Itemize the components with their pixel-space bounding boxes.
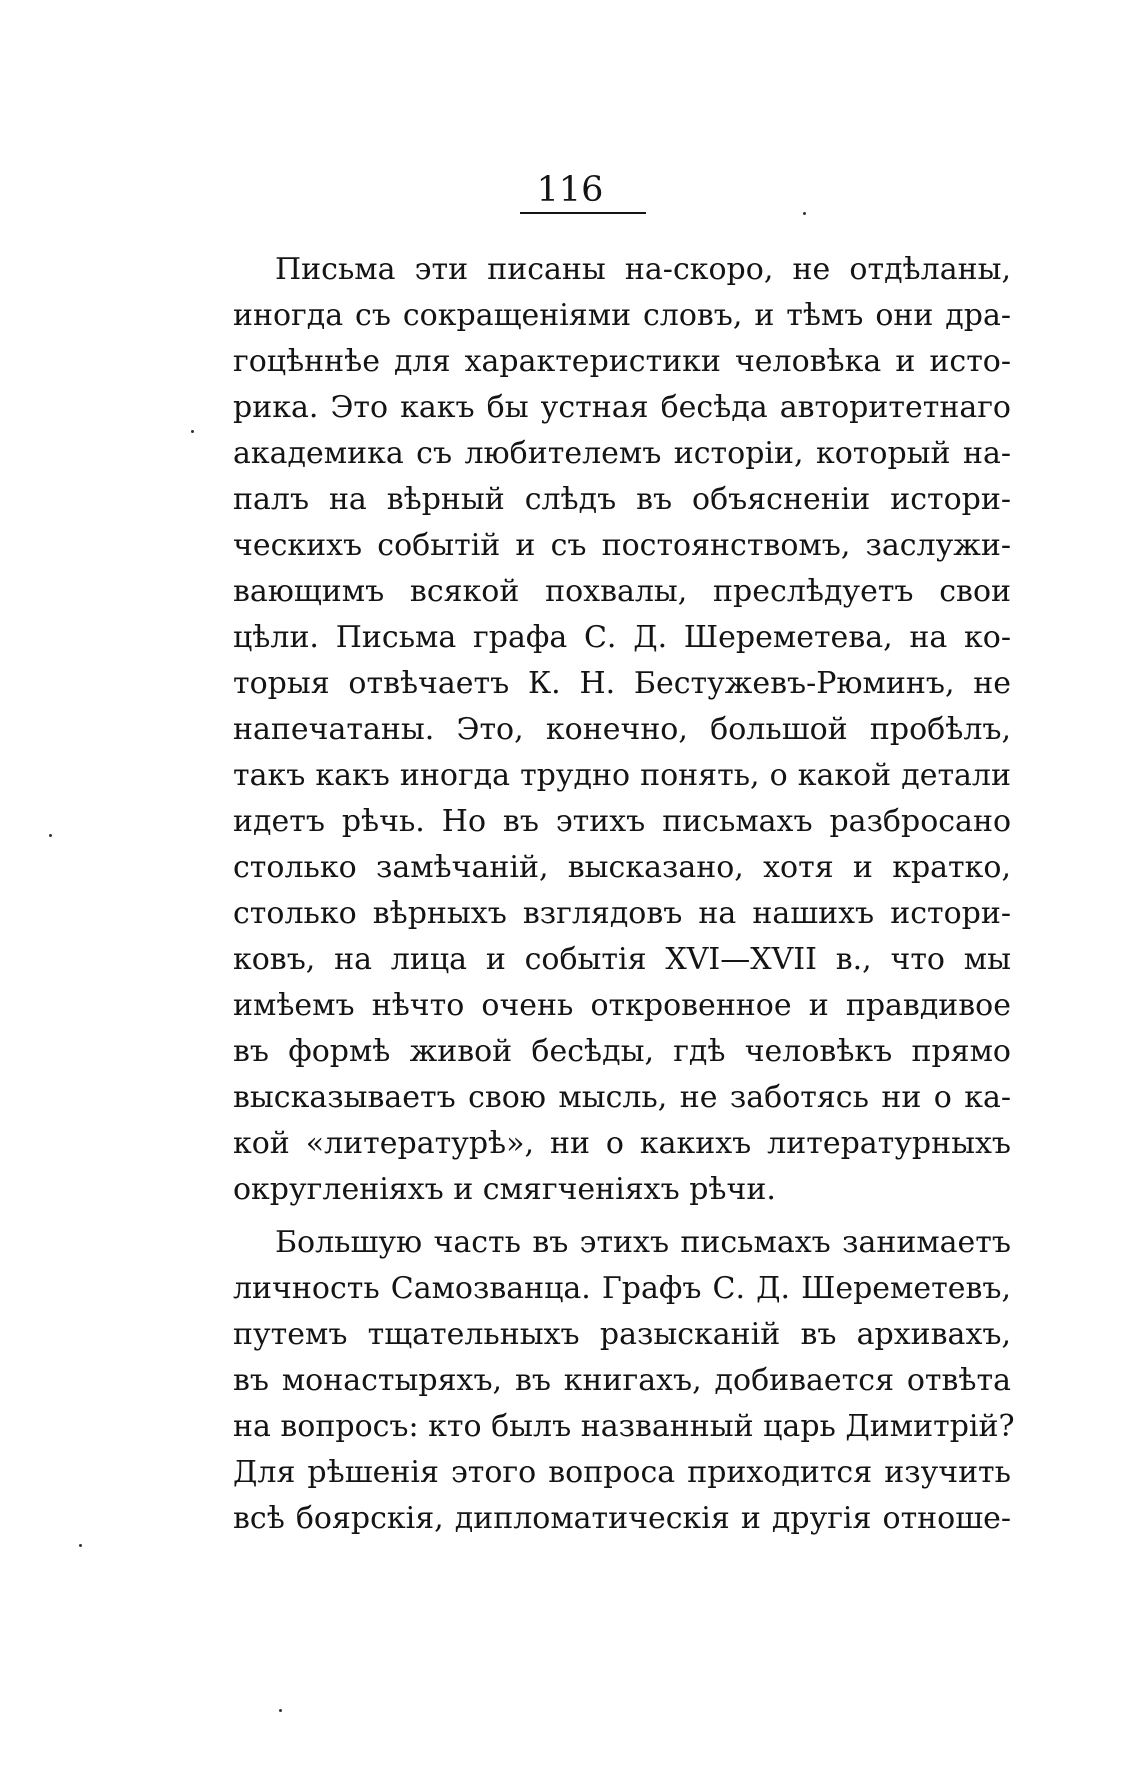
text-line: ческихъ событій и съ постоянствомъ, заслужи- xyxy=(233,528,1011,563)
text-line: торыя отвѣчаетъ К. Н. Бестужевъ-Рюминъ, не xyxy=(233,666,1011,701)
scan-speck xyxy=(191,430,194,433)
paragraph-2 xyxy=(233,1220,1015,1542)
text-line: кой «литературѣ», ни о какихъ литературныхъ xyxy=(233,1126,1011,1161)
paragraph-1 xyxy=(233,247,1011,1213)
page-number: 116 xyxy=(536,170,604,210)
text-line: въ монастыряхъ, въ книгахъ, добивается отвѣта xyxy=(233,1363,1011,1398)
text-line: Большую часть въ этихъ письмахъ занимаетъ xyxy=(275,1225,1011,1260)
scan-speck xyxy=(49,834,52,837)
text-line: академика съ любителемъ исторіи, который на- xyxy=(233,436,1011,471)
text-line: такъ какъ иногда трудно понять, о какой детали xyxy=(233,758,1011,793)
text-line: иногда съ сокращеніями словъ, и тѣмъ они дра- xyxy=(233,298,1011,333)
text-line: высказываетъ свою мысль, не заботясь ни о ка- xyxy=(233,1080,1011,1115)
text-line: вающимъ всякой похвалы, преслѣдуетъ свои xyxy=(233,574,1011,609)
body-text xyxy=(233,247,1015,1542)
text-line: напечатаны. Это, конечно, большой пробѣлъ, xyxy=(233,712,1011,747)
text-line: рика. Это какъ бы устная бесѣда авторитетнаго xyxy=(233,390,1011,425)
text-line: на вопросъ: кто былъ названный царь Димитрій? xyxy=(233,1409,1015,1444)
text-line: Для рѣшенія этого вопроса приходится изучить xyxy=(233,1455,1011,1490)
text-line: въ формѣ живой бесѣды, гдѣ человѣкъ прямо xyxy=(233,1034,1011,1069)
text-line: столько замѣчаній, высказано, хотя и кратко, xyxy=(233,850,1011,885)
text-line: столько вѣрныхъ взглядовъ на нашихъ истори- xyxy=(233,896,1011,931)
text-line: всѣ боярскія, дипломатическія и другія отноше- xyxy=(233,1501,1011,1536)
text-line: гоцѣннѣе для характеристики человѣка и исто- xyxy=(233,344,1011,379)
scan-speck xyxy=(803,212,806,215)
text-line: личность Самозванца. Графъ С. Д. Шереметевъ, xyxy=(233,1271,1011,1306)
page-number-underline xyxy=(520,212,646,214)
text-line: имѣемъ нѣчто очень откровенное и правдивое xyxy=(233,988,1011,1023)
text-line: палъ на вѣрный слѣдъ въ объясненіи истори- xyxy=(233,482,1011,517)
text-line: ковъ, на лица и событія XVI—XVII в., что мы xyxy=(233,942,1011,977)
scan-speck xyxy=(79,1544,82,1547)
scan-speck xyxy=(279,1709,282,1712)
text-line: округленіяхъ и смягченіяхъ рѣчи. xyxy=(233,1172,776,1207)
text-line: цѣли. Письма графа С. Д. Шереметева, на ко- xyxy=(233,620,1011,655)
text-line: Письма эти писаны на-скоро, не отдѣланы, xyxy=(275,252,1011,287)
text-line: путемъ тщательныхъ разысканій въ архивахъ, xyxy=(233,1317,1011,1352)
text-line: идетъ рѣчь. Но въ этихъ письмахъ разбросано xyxy=(233,804,1011,839)
